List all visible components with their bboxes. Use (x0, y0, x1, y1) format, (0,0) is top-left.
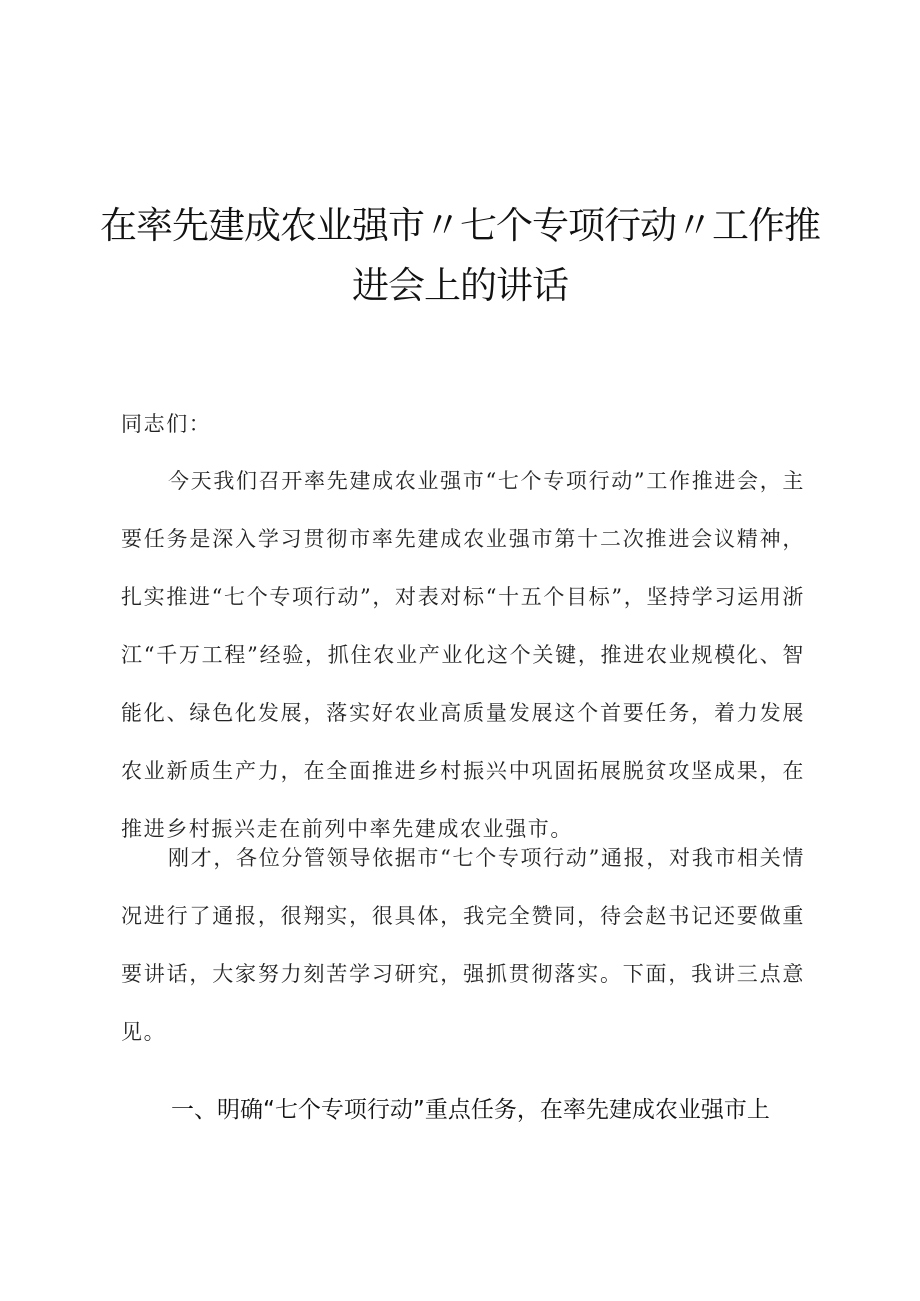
body-paragraph-1: 今天我们召开率先建成农业强市“七个专项行动”工作推进会，主要任务是深入学习贯彻市率先建成农业强市第十二次推进会议精神，扎实推进“七个专项行动”，对表对标“十五个目标”，坚持学习运用浙江“千万工程”经验，抓住农业产业化这个关键，推进农业规模化、智能化、绿色化发展，落实好农业高质量发展这个首要任务，着力发展农业新质生产力，在全面推进乡村振兴中巩固拓展脱贫攻坚成果，在推进乡村振兴走在前列中率先建成农业强市。 (121, 469, 805, 841)
section-heading-1: 一、明确“七个专项行动”重点任务，在率先建成农业强市上 (171, 1097, 770, 1123)
title-line-1: 在率先建成农业强市〃七个专项行动〃工作推 (100, 204, 820, 247)
document-title (100, 196, 820, 316)
salutation: 同志们： (121, 412, 212, 436)
body-paragraph-2: 刚才，各位分管领导依据市“七个专项行动”通报，对我市相关情况进行了通报，很翔实，很具体，我完全赞同，待会赵书记还要做重要讲话，大家努力刻苦学习研究，强抓贯彻落实。下面，我讲三点意见。 (121, 846, 805, 1044)
title-line-2: 进会上的讲话 (352, 264, 568, 307)
